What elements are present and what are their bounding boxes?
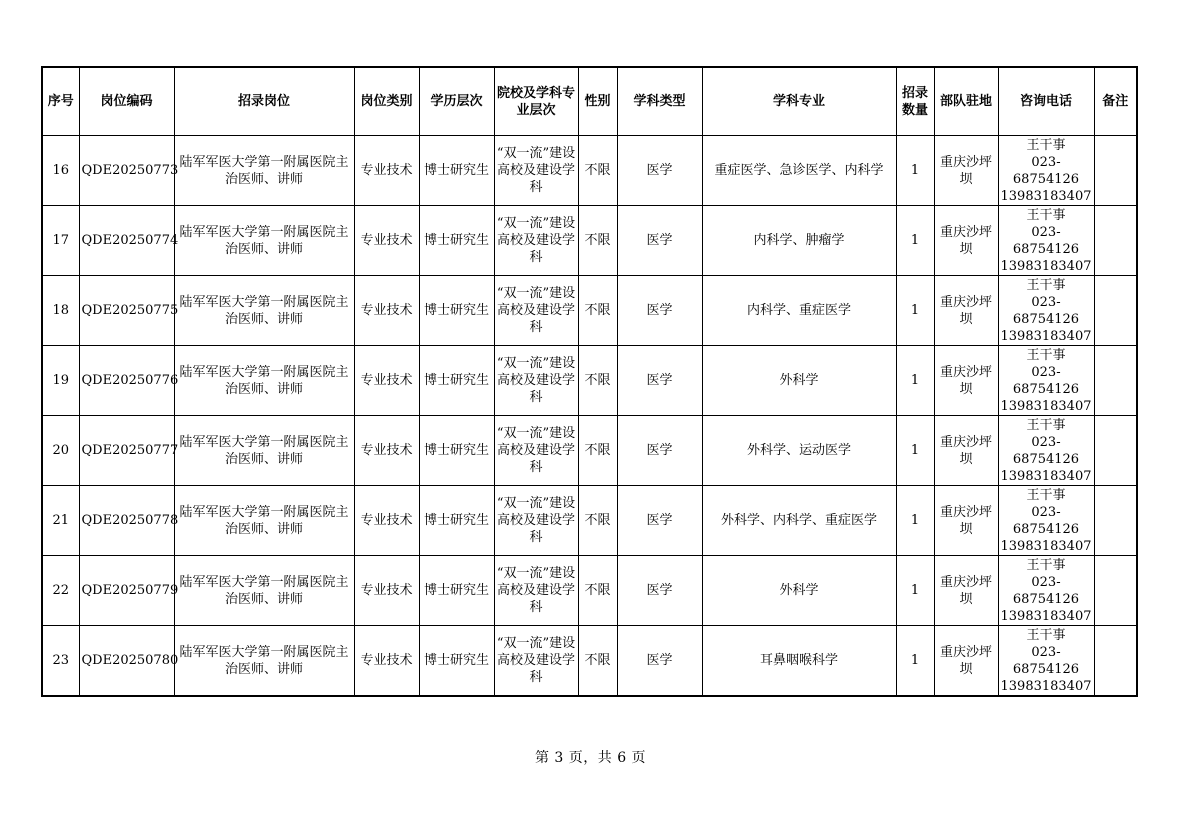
cell-major: 外科学 xyxy=(702,556,896,626)
cell-major: 外科学 xyxy=(702,346,896,416)
cell-gender: 不限 xyxy=(578,346,617,416)
cell-education: 博士研究生 xyxy=(419,206,494,276)
cell-mobile: 13983183407 xyxy=(1000,398,1092,414)
cell-tel: 023-68754126 xyxy=(1012,574,1080,607)
header-post: 招录岗位 xyxy=(174,67,354,136)
cell-mobile: 13983183407 xyxy=(1000,328,1092,344)
cell-mobile: 13983183407 xyxy=(1000,678,1092,694)
header-education: 学历层次 xyxy=(419,67,494,136)
table-row xyxy=(42,276,1137,346)
cell-remarks xyxy=(1094,556,1137,626)
header-remarks: 备注 xyxy=(1094,67,1137,136)
cell-category: 专业技术 xyxy=(354,136,419,206)
cell-post: 陆军军医大学第一附属医院主治医师、讲师 xyxy=(174,416,354,486)
cell-discipline-type: 医学 xyxy=(617,416,702,486)
cell-quota: 1 xyxy=(896,136,934,206)
cell-contact: 王干事 xyxy=(1026,417,1066,433)
cell-school-level: “双一流”建设高校及建设学科 xyxy=(494,416,578,486)
cell-education: 博士研究生 xyxy=(419,486,494,556)
cell-location: 重庆沙坪坝 xyxy=(934,206,998,276)
cell-category: 专业技术 xyxy=(354,346,419,416)
cell-tel: 023-68754126 xyxy=(1012,294,1080,327)
cell-gender: 不限 xyxy=(578,626,617,697)
cell-remarks xyxy=(1094,276,1137,346)
cell-gender: 不限 xyxy=(578,206,617,276)
cell-quota: 1 xyxy=(896,556,934,626)
cell-contact: 王干事 xyxy=(1026,557,1066,573)
cell-remarks xyxy=(1094,416,1137,486)
cell-major: 内科学、肿瘤学 xyxy=(702,206,896,276)
header-location: 部队驻地 xyxy=(934,67,998,136)
cell-quota: 1 xyxy=(896,346,934,416)
cell-phone xyxy=(998,136,1094,206)
cell-post: 陆军军医大学第一附属医院主治医师、讲师 xyxy=(174,276,354,346)
cell-quota: 1 xyxy=(896,206,934,276)
cell-tel: 023-68754126 xyxy=(1012,154,1080,187)
cell-post: 陆军军医大学第一附属医院主治医师、讲师 xyxy=(174,556,354,626)
cell-tel: 023-68754126 xyxy=(1012,644,1080,677)
cell-seq: 23 xyxy=(42,626,79,697)
recruitment-table xyxy=(41,66,1138,697)
cell-discipline-type: 医学 xyxy=(617,626,702,697)
cell-post: 陆军军医大学第一附属医院主治医师、讲师 xyxy=(174,346,354,416)
header-seq: 序号 xyxy=(42,67,79,136)
cell-post: 陆军军医大学第一附属医院主治医师、讲师 xyxy=(174,136,354,206)
header-discipline-type: 学科类型 xyxy=(617,67,702,136)
header-code: 岗位编码 xyxy=(79,67,174,136)
cell-remarks xyxy=(1094,206,1137,276)
table-row xyxy=(42,556,1137,626)
cell-phone xyxy=(998,416,1094,486)
cell-code: QDE20250777 xyxy=(79,416,174,486)
cell-mobile: 13983183407 xyxy=(1000,188,1092,204)
table-row xyxy=(42,346,1137,416)
cell-discipline-type: 医学 xyxy=(617,276,702,346)
cell-quota: 1 xyxy=(896,486,934,556)
cell-seq: 20 xyxy=(42,416,79,486)
cell-mobile: 13983183407 xyxy=(1000,538,1092,554)
cell-major: 外科学、运动医学 xyxy=(702,416,896,486)
header-school-level: 院校及学科专业层次 xyxy=(494,67,578,136)
cell-seq: 17 xyxy=(42,206,79,276)
cell-code: QDE20250778 xyxy=(79,486,174,556)
cell-quota: 1 xyxy=(896,276,934,346)
cell-code: QDE20250774 xyxy=(79,206,174,276)
cell-contact: 王干事 xyxy=(1026,277,1066,293)
cell-school-level: “双一流”建设高校及建设学科 xyxy=(494,276,578,346)
cell-quota: 1 xyxy=(896,626,934,697)
cell-education: 博士研究生 xyxy=(419,556,494,626)
cell-education: 博士研究生 xyxy=(419,346,494,416)
cell-location: 重庆沙坪坝 xyxy=(934,276,998,346)
cell-mobile: 13983183407 xyxy=(1000,468,1092,484)
cell-discipline-type: 医学 xyxy=(617,556,702,626)
cell-seq: 18 xyxy=(42,276,79,346)
cell-phone xyxy=(998,556,1094,626)
cell-school-level: “双一流”建设高校及建设学科 xyxy=(494,346,578,416)
cell-discipline-type: 医学 xyxy=(617,346,702,416)
cell-category: 专业技术 xyxy=(354,416,419,486)
cell-location: 重庆沙坪坝 xyxy=(934,416,998,486)
cell-contact: 王干事 xyxy=(1026,627,1066,643)
cell-contact: 王干事 xyxy=(1026,347,1066,363)
cell-code: QDE20250773 xyxy=(79,136,174,206)
cell-phone xyxy=(998,626,1094,697)
cell-phone xyxy=(998,276,1094,346)
cell-category: 专业技术 xyxy=(354,556,419,626)
cell-gender: 不限 xyxy=(578,276,617,346)
cell-discipline-type: 医学 xyxy=(617,206,702,276)
cell-remarks xyxy=(1094,136,1137,206)
cell-code: QDE20250779 xyxy=(79,556,174,626)
cell-mobile: 13983183407 xyxy=(1000,258,1092,274)
header-gender: 性别 xyxy=(578,67,617,136)
cell-post: 陆军军医大学第一附属医院主治医师、讲师 xyxy=(174,206,354,276)
cell-phone xyxy=(998,206,1094,276)
cell-tel: 023-68754126 xyxy=(1012,504,1080,537)
table-row xyxy=(42,486,1137,556)
cell-gender: 不限 xyxy=(578,486,617,556)
cell-major: 重症医学、急诊医学、内科学 xyxy=(702,136,896,206)
cell-major: 内科学、重症医学 xyxy=(702,276,896,346)
cell-quota: 1 xyxy=(896,416,934,486)
cell-discipline-type: 医学 xyxy=(617,136,702,206)
cell-location: 重庆沙坪坝 xyxy=(934,136,998,206)
cell-gender: 不限 xyxy=(578,416,617,486)
cell-school-level: “双一流”建设高校及建设学科 xyxy=(494,486,578,556)
cell-remarks xyxy=(1094,346,1137,416)
cell-contact: 王干事 xyxy=(1026,207,1066,223)
cell-code: QDE20250775 xyxy=(79,276,174,346)
cell-seq: 22 xyxy=(42,556,79,626)
cell-remarks xyxy=(1094,626,1137,697)
table-body xyxy=(42,136,1137,697)
cell-seq: 16 xyxy=(42,136,79,206)
cell-school-level: “双一流”建设高校及建设学科 xyxy=(494,206,578,276)
cell-phone xyxy=(998,346,1094,416)
cell-location: 重庆沙坪坝 xyxy=(934,556,998,626)
cell-code: QDE20250780 xyxy=(79,626,174,697)
page-number: 第 3 页，共 6 页 xyxy=(534,750,647,766)
table-row xyxy=(42,136,1137,206)
table-row xyxy=(42,206,1137,276)
table-row xyxy=(42,416,1137,486)
cell-contact: 王干事 xyxy=(1026,137,1066,153)
cell-discipline-type: 医学 xyxy=(617,486,702,556)
cell-location: 重庆沙坪坝 xyxy=(934,346,998,416)
header-category: 岗位类别 xyxy=(354,67,419,136)
cell-post: 陆军军医大学第一附属医院主治医师、讲师 xyxy=(174,626,354,697)
cell-contact: 王干事 xyxy=(1026,487,1066,503)
cell-code: QDE20250776 xyxy=(79,346,174,416)
cell-seq: 21 xyxy=(42,486,79,556)
cell-category: 专业技术 xyxy=(354,486,419,556)
cell-school-level: “双一流”建设高校及建设学科 xyxy=(494,136,578,206)
cell-phone xyxy=(998,486,1094,556)
header-quota: 招录数量 xyxy=(896,67,934,136)
cell-post: 陆军军医大学第一附属医院主治医师、讲师 xyxy=(174,486,354,556)
cell-education: 博士研究生 xyxy=(419,136,494,206)
table-header-row xyxy=(42,67,1137,136)
cell-category: 专业技术 xyxy=(354,276,419,346)
cell-remarks xyxy=(1094,486,1137,556)
cell-education: 博士研究生 xyxy=(419,626,494,697)
cell-location: 重庆沙坪坝 xyxy=(934,486,998,556)
cell-education: 博士研究生 xyxy=(419,416,494,486)
cell-category: 专业技术 xyxy=(354,626,419,697)
header-phone: 咨询电话 xyxy=(998,67,1094,136)
cell-tel: 023-68754126 xyxy=(1012,224,1080,257)
cell-mobile: 13983183407 xyxy=(1000,608,1092,624)
header-major: 学科专业 xyxy=(702,67,896,136)
table-row xyxy=(42,626,1137,697)
cell-major: 外科学、内科学、重症医学 xyxy=(702,486,896,556)
cell-location: 重庆沙坪坝 xyxy=(934,626,998,697)
cell-major: 耳鼻咽喉科学 xyxy=(702,626,896,697)
cell-education: 博士研究生 xyxy=(419,276,494,346)
cell-school-level: “双一流”建设高校及建设学科 xyxy=(494,556,578,626)
cell-school-level: “双一流”建设高校及建设学科 xyxy=(494,626,578,697)
cell-seq: 19 xyxy=(42,346,79,416)
cell-gender: 不限 xyxy=(578,556,617,626)
cell-category: 专业技术 xyxy=(354,206,419,276)
cell-tel: 023-68754126 xyxy=(1012,434,1080,467)
cell-gender: 不限 xyxy=(578,136,617,206)
cell-tel: 023-68754126 xyxy=(1012,364,1080,397)
